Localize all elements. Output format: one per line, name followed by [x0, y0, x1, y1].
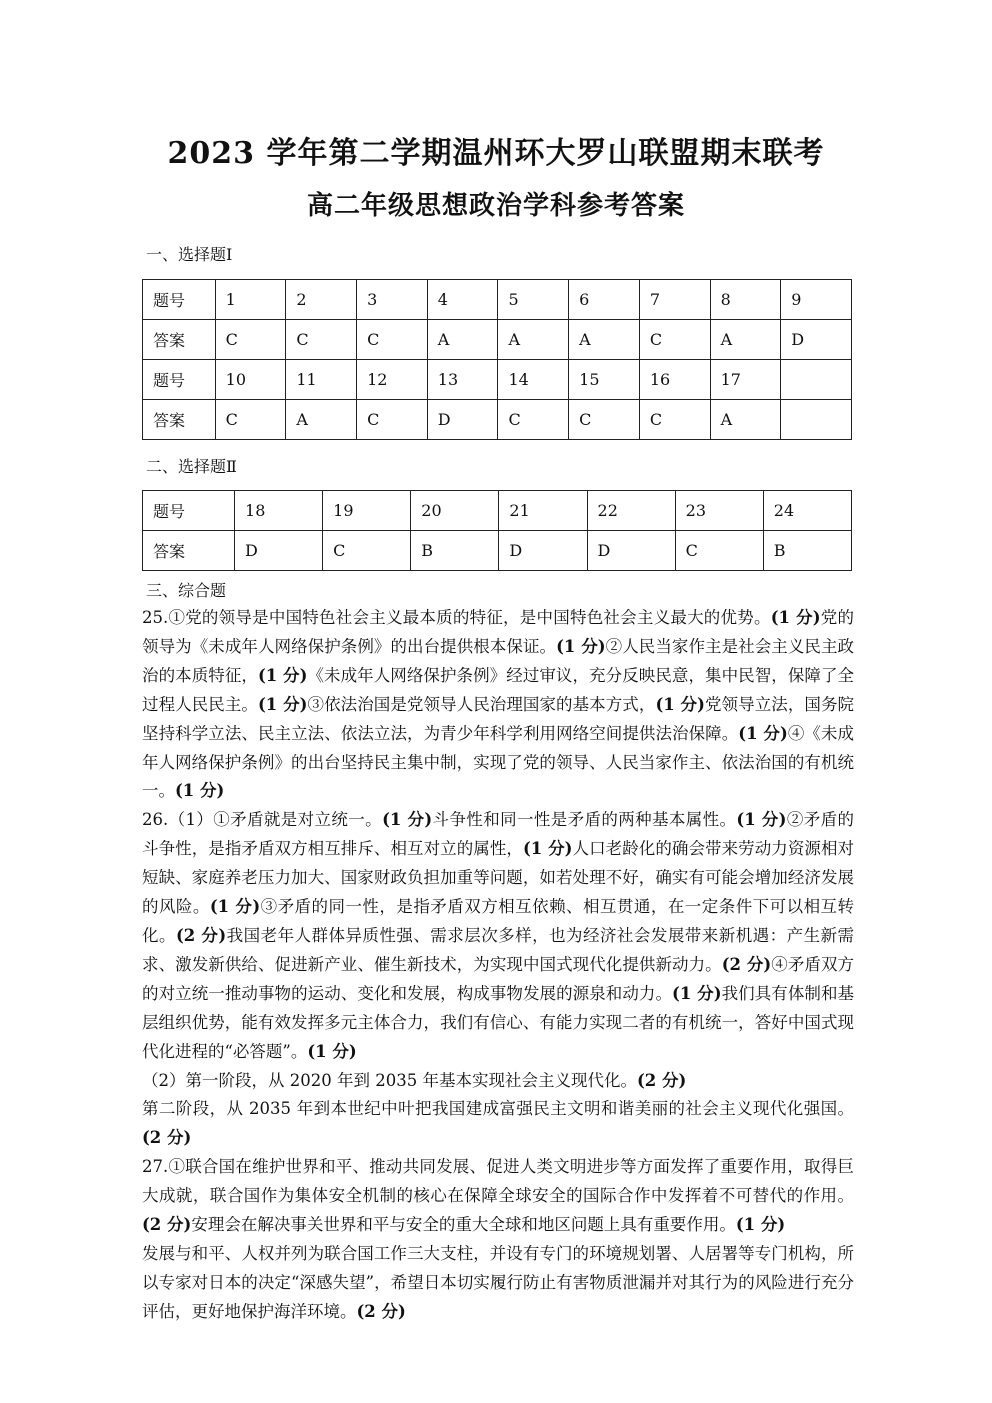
score-mark: (2 分): [356, 1301, 406, 1321]
table-cell: 2: [286, 280, 357, 320]
table-cell: 23: [675, 491, 763, 531]
score-mark: (1 分): [522, 839, 573, 859]
section-heading-comprehensive: 三、综合题: [146, 581, 227, 600]
answer-text: 党领导立法，国务院坚持科学立法、民主立法、依法立法，为青少年科学利用网络空间提供法治保障。: [142, 694, 855, 743]
answer-q26-part1: [142, 806, 854, 1066]
answer-text: 人口老龄化的确会带来劳动力资源相对短缺、家庭养老压力加大、国家财政负担加重等问题，如若处理不好，确实有可能会增加经济发展的风险。: [142, 839, 855, 917]
document-title: 2023 学年第二学期温州环大罗山联盟期末联考: [167, 136, 825, 171]
table-cell: C: [323, 531, 411, 571]
answer-q27: [142, 1153, 854, 1240]
answer-q26-part2-stage2: [142, 1095, 854, 1153]
table-cell: 20: [411, 491, 499, 531]
score-mark: (2 分): [721, 954, 772, 974]
answer-q27-continued: [142, 1240, 854, 1327]
score-mark: (2 分): [175, 925, 227, 945]
answer-text: ④《未成年人网络保护条例》的出台坚持民主集中制，实现了党的领导、人民当家作主、依法治国的有机统一。: [142, 723, 855, 801]
score-mark: (2 分): [142, 1128, 192, 1148]
table-row: [143, 531, 852, 571]
table-cell: 题号: [143, 360, 216, 400]
table-cell: C: [639, 400, 710, 440]
answer-text: 党的领导为《未成年人网络保护条例》的出台提供根本保证。: [142, 608, 855, 656]
table-cell: C: [357, 400, 428, 440]
table-cell: 11: [286, 360, 357, 400]
table-cell: 10: [215, 360, 286, 400]
score-mark: (1 分): [382, 810, 433, 830]
table-cell: [781, 400, 852, 440]
table-cell: C: [639, 320, 710, 360]
score-mark: (1 分): [209, 897, 261, 917]
score-mark: (1 分): [175, 781, 225, 801]
table-cell: 14: [498, 360, 569, 400]
table-cell: C: [286, 320, 357, 360]
table-cell: A: [427, 320, 498, 360]
answer-body: [142, 604, 854, 1327]
table-row: [143, 360, 852, 400]
table-cell: D: [427, 400, 498, 440]
table-cell: 12: [357, 360, 428, 400]
section-heading-choice-2: 二、选择题Ⅱ: [146, 457, 237, 476]
table-cell: C: [215, 320, 286, 360]
score-mark: (1 分): [307, 1041, 357, 1061]
table-cell: D: [499, 531, 587, 571]
section-heading-choice-1: 一、选择题Ⅰ: [146, 245, 233, 264]
score-mark: (1 分): [735, 1215, 786, 1235]
table-cell: [781, 360, 852, 400]
table-cell: 3: [357, 280, 428, 320]
table-cell: B: [763, 531, 851, 571]
table-cell: 22: [587, 491, 675, 531]
table-cell: A: [498, 320, 569, 360]
score-mark: (1 分): [736, 810, 787, 830]
answer-text: 第二阶段，从 2035 年到本世纪中叶把我国建成富强民主文明和谐美丽的社会主义现代化强国。: [142, 1099, 854, 1119]
table-cell: 题号: [143, 280, 216, 320]
score-mark: (1 分): [738, 723, 788, 743]
table-cell: C: [569, 400, 640, 440]
answer-text: ②矛盾的斗争性，是指矛盾双方相互排斥、相互对立的属性，: [142, 810, 855, 859]
table-cell: 答案: [143, 400, 216, 440]
table-cell: C: [357, 320, 428, 360]
table-cell: C: [675, 531, 763, 571]
table-cell: D: [235, 531, 323, 571]
table-cell: B: [411, 531, 499, 571]
table-cell: 答案: [143, 531, 235, 571]
score-mark: (2 分): [636, 1070, 687, 1090]
table-cell: 17: [710, 360, 781, 400]
table-cell: 6: [569, 280, 640, 320]
answer-table-2: [142, 490, 852, 571]
score-mark: (1 分): [257, 694, 308, 714]
table-cell: 9: [781, 280, 852, 320]
table-cell: 24: [763, 491, 851, 531]
table-cell: 8: [710, 280, 781, 320]
score-mark: (1 分): [672, 983, 722, 1003]
table-cell: 题号: [143, 491, 235, 531]
table-cell: A: [286, 400, 357, 440]
score-mark: (1 分): [770, 608, 821, 627]
answer-table-1: [142, 279, 852, 440]
answer-q26-part2: [142, 1067, 854, 1096]
table-cell: 21: [499, 491, 587, 531]
answer-text: ③矛盾的同一性，是指矛盾双方相互依赖、相互贯通，在一定条件下可以相互转化。: [142, 897, 855, 945]
table-cell: C: [498, 400, 569, 440]
score-mark: (2 分): [142, 1215, 192, 1235]
score-mark: (1 分): [257, 665, 308, 685]
answer-q25: [142, 604, 854, 806]
table-cell: A: [569, 320, 640, 360]
table-cell: 15: [569, 360, 640, 400]
table-cell: D: [781, 320, 852, 360]
table-cell: 4: [427, 280, 498, 320]
table-cell: 19: [323, 491, 411, 531]
answer-text: 斗争性和同一性是矛盾的两种基本属性。: [432, 810, 737, 830]
score-mark: (1 分): [655, 694, 705, 714]
answer-text: ④矛盾双方的对立统一推动事物的运动、变化和发展，构成事物发展的源泉和动力。: [142, 954, 855, 1003]
table-row: [143, 320, 852, 360]
table-cell: A: [710, 400, 781, 440]
answer-text: 安理会在解决事关世界和平与安全的重大全球和地区问题上具有重要作用。: [191, 1215, 736, 1235]
table-cell: 7: [639, 280, 710, 320]
table-cell: 5: [498, 280, 569, 320]
table-cell: 18: [235, 491, 323, 531]
table-cell: C: [215, 400, 286, 440]
table-row: [143, 400, 852, 440]
answer-text: 发展与和平、人权并列为联合国工作三大支柱，并设有专门的环境规划署、人居署等专门机构，所以专家对日本的决定“深感失望”，希望日本切实履行防止有害物质泄漏并对其行为的风险进行充分评估，更好地保护海洋环境。: [142, 1243, 854, 1321]
table-cell: 答案: [143, 320, 216, 360]
table-row: [143, 280, 852, 320]
answer-text: 我们具有体制和基层组织优势，能有效发挥多元主体合力，我们有信心、有能力实现二者的有机统一，答好中国式现代化进程的“必答题”。: [142, 983, 855, 1061]
table-cell: 1: [215, 280, 286, 320]
answer-text: ③依法治国是党领导人民治理国家的基本方式，: [307, 694, 656, 714]
answer-text: 27.①联合国在维护世界和平、推动共同发展、促进人类文明进步等方面发挥了重要作用，取得巨大成就，联合国作为集体安全机制的核心在保障全球安全的国际合作中发挥着不可替代的作用。: [142, 1157, 854, 1206]
document-subtitle: 高二年级思想政治学科参考答案: [306, 191, 685, 221]
table-cell: A: [710, 320, 781, 360]
table-cell: 13: [427, 360, 498, 400]
answer-text: 25.①党的领导是中国特色社会主义最本质的特征，是中国特色社会主义最大的优势。: [142, 608, 771, 627]
answer-text: 《未成年人网络保护条例》经过审议，充分反映民意，集中民智，保障了全过程人民民主。: [142, 665, 855, 714]
answer-text: 26.（1）①矛盾就是对立统一。: [142, 810, 383, 830]
table-cell: 16: [639, 360, 710, 400]
answer-text: ②人民当家作主是社会主义民主政治的本质特征，: [142, 636, 855, 685]
answer-text: 我国老年人群体异质性强、需求层次多样，也为经济社会发展带来新机遇：产生新需求、激发新供给、促进新产业、催生新技术，为实现中国式现代化提供新动力。: [142, 925, 855, 974]
answer-text: （2）第一阶段，从 2020 年到 2035 年基本实现社会主义现代化。: [142, 1070, 637, 1090]
table-cell: D: [587, 531, 675, 571]
table-row: [143, 491, 852, 531]
score-mark: (1 分): [556, 636, 606, 656]
